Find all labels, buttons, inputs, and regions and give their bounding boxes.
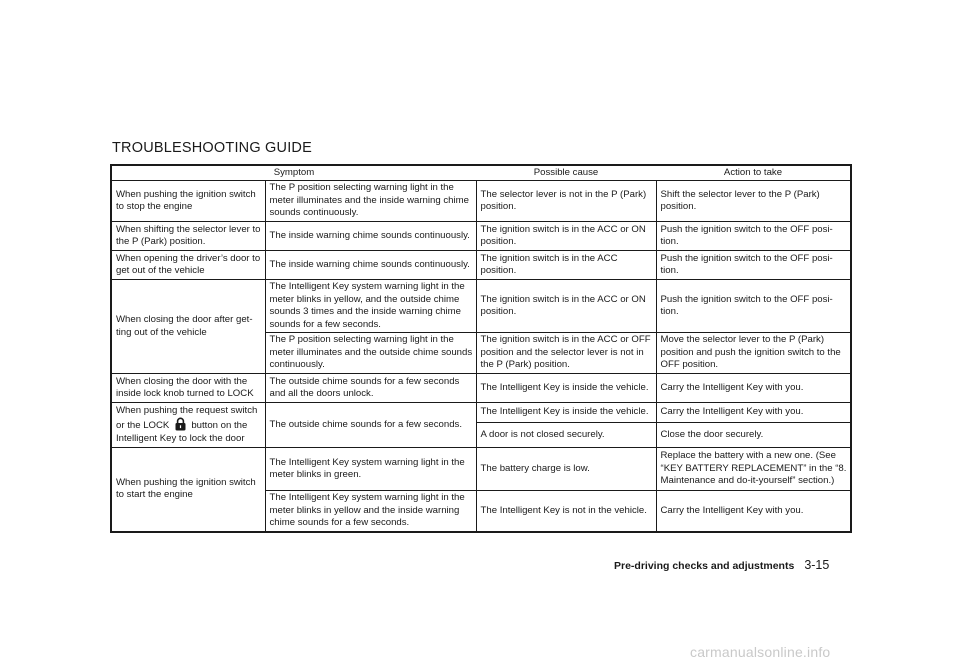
page-title: TROUBLESHOOTING GUIDE: [112, 140, 312, 156]
action-cell: Push the ignition switch to the OFF posi-tion.: [656, 280, 851, 333]
symptom-cell: When pushing the ignition switch to stop the engine: [111, 181, 265, 222]
lock-icon: [175, 417, 186, 431]
page-footer: [614, 556, 829, 574]
cause-cell: The ignition switch is in the ACC or ON position.: [476, 222, 656, 251]
table-row: [111, 181, 851, 222]
table-row: [111, 448, 851, 491]
action-cell: Replace the battery with a new one. (See “KEY BATTERY REPLACEMENT” in the “8. Maintenance and do-it-yourself” section.): [656, 448, 851, 491]
table-row: [111, 403, 851, 423]
symptom-cell: When pushing the ignition switch to start the engine: [111, 448, 265, 532]
symptom-text-part-2: button on the Intelligent Key to lock the door: [116, 420, 248, 444]
cause-cell: The Intelligent Key is not in the vehicle.: [476, 491, 656, 532]
action-cell: Push the ignition switch to the OFF posi-tion.: [656, 251, 851, 280]
action-cell: Close the door securely.: [656, 423, 851, 448]
table-header-row: [111, 165, 851, 181]
action-cell: Carry the Intelligent Key with you.: [656, 403, 851, 423]
header-symptom: Symptom: [111, 165, 476, 181]
symptom-text-part-1: When pushing the request switch or the LOCK: [116, 404, 258, 432]
header-possible-cause: Possible cause: [476, 165, 656, 181]
table-row: [111, 251, 851, 280]
symptom-cell: When closing the door with the inside lock knob turned to LOCK: [111, 374, 265, 403]
cause-cell: The ignition switch is in the ACC position.: [476, 251, 656, 280]
watermark: carmanualsonline.info: [690, 644, 831, 660]
symptom-detail-cell: The inside warning chime sounds continuously.: [265, 222, 476, 251]
symptom-cell: When closing the door after get-ting out of the vehicle: [111, 280, 265, 374]
table-row: [111, 222, 851, 251]
cause-cell: The ignition switch is in the ACC or OFF position and the selector lever is not in the P (Park) position.: [476, 333, 656, 374]
table-row: [111, 374, 851, 403]
symptom-cell: [111, 403, 265, 448]
cause-cell: A door is not closed securely.: [476, 423, 656, 448]
action-cell: Carry the Intelligent Key with you.: [656, 374, 851, 403]
cause-cell: The battery charge is low.: [476, 448, 656, 491]
header-action-to-take: Action to take: [656, 165, 851, 181]
cause-cell: The ignition switch is in the ACC or ON position.: [476, 280, 656, 333]
symptom-detail-cell: The Intelligent Key system warning light in the meter blinks in yellow, and the outside chime sounds 3 times and the inside warning chime sounds for a few seconds.: [265, 280, 476, 333]
action-cell: Push the ignition switch to the OFF posi-tion.: [656, 222, 851, 251]
footer-section-title: Pre-driving checks and adjustments: [614, 560, 795, 572]
symptom-detail-cell: The P position selecting warning light in the meter illuminates and the outside chime sounds continuously.: [265, 333, 476, 374]
table-row: [111, 280, 851, 333]
troubleshooting-table: [110, 164, 852, 533]
symptom-cell: When opening the driver’s door to get out of the vehicle: [111, 251, 265, 280]
symptom-detail-cell: The Intelligent Key system warning light in the meter blinks in yellow and the inside warning chime sounds for a few seconds.: [265, 491, 476, 532]
symptom-detail-cell: The inside warning chime sounds continuously.: [265, 251, 476, 280]
action-cell: Carry the Intelligent Key with you.: [656, 491, 851, 532]
action-cell: Shift the selector lever to the P (Park) position.: [656, 181, 851, 222]
action-cell: Move the selector lever to the P (Park) position and push the ignition switch to the OFF position.: [656, 333, 851, 374]
symptom-detail-cell: The outside chime sounds for a few seconds and all the doors unlock.: [265, 374, 476, 403]
symptom-detail-cell: The P position selecting warning light in the meter illuminates and the inside warning chime sounds continuously.: [265, 181, 476, 222]
cause-cell: The Intelligent Key is inside the vehicle.: [476, 403, 656, 423]
symptom-detail-cell: The outside chime sounds for a few seconds.: [265, 403, 476, 448]
symptom-detail-cell: The Intelligent Key system warning light in the meter blinks in green.: [265, 448, 476, 491]
cause-cell: The selector lever is not in the P (Park) position.: [476, 181, 656, 222]
page-number: 3-15: [804, 558, 830, 572]
symptom-cell: When shifting the selector lever to the P (Park) position.: [111, 222, 265, 251]
cause-cell: The Intelligent Key is inside the vehicle.: [476, 374, 656, 403]
